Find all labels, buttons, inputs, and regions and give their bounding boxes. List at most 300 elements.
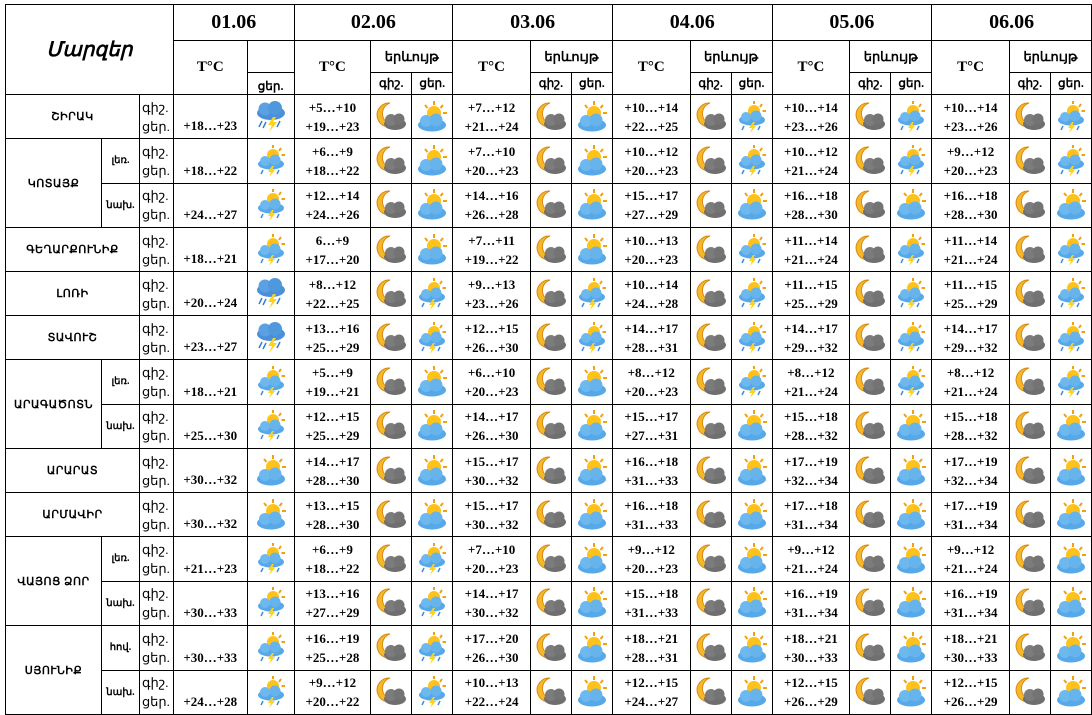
day-temp: +22…+25: [305, 295, 360, 311]
moon-cloud-icon: [1010, 675, 1050, 709]
thunderstorm-rain-icon: [248, 277, 294, 311]
sun-cloud-storm-icon: [891, 100, 931, 134]
night-label: գիշ.: [141, 409, 169, 425]
day-temp: +26…+29: [943, 694, 998, 710]
moon-cloud-icon: [1010, 277, 1050, 311]
night-temp: +16…+19: [943, 586, 998, 602]
sun-cloud-icon: [412, 188, 452, 222]
night-temp: +14…+17: [305, 453, 360, 469]
night-temp: +8…+12: [787, 364, 835, 380]
sun-cloud-icon: [732, 631, 772, 665]
night-temp: +8…+12: [627, 364, 675, 380]
day-temp: +27…+29: [624, 207, 679, 223]
sun-cloud-icon: [412, 409, 452, 443]
night-temp: +15…+17: [624, 188, 679, 204]
sun-cloud-storm-icon: [248, 233, 294, 267]
day-temp: +24…+27: [624, 694, 679, 710]
day-temp: +31…+33: [624, 472, 679, 488]
night-temp: +16…+18: [624, 497, 679, 513]
moon-cloud-icon: [1010, 409, 1050, 443]
moon-cloud-icon: [371, 144, 411, 178]
sun-cloud-icon: [1051, 454, 1091, 488]
night-temp: +12…+15: [624, 675, 679, 691]
day-temp: +29…+32: [943, 339, 998, 355]
day-temp: +28…+32: [783, 428, 838, 444]
night-temp: +10…+14: [624, 276, 679, 292]
day-temp: +28…+30: [943, 207, 998, 223]
day-temp: +20…+23: [464, 162, 519, 178]
night-label: գիշ.: [141, 586, 169, 602]
night-temp: +11…+15: [944, 276, 998, 292]
night-temp: +15…+17: [624, 409, 679, 425]
sun-cloud-storm-icon: [248, 542, 294, 576]
sun-cloud-storm-icon: [572, 277, 612, 311]
sun-cloud-icon: [248, 498, 294, 532]
region-name: ԼՈՌԻ: [6, 272, 140, 316]
temp-range: +21…+23: [173, 537, 247, 582]
region-subzone: նախ.: [106, 597, 135, 609]
night-temp: +15…+18: [624, 586, 679, 602]
sun-cloud-icon: [891, 586, 931, 620]
region-subzone: լեռ.: [102, 139, 139, 184]
night-temp: +15…+17: [464, 497, 519, 513]
sun-cloud-storm-icon: [732, 277, 772, 311]
temp-header: T°C: [932, 41, 1010, 95]
sun-cloud-icon: [572, 631, 612, 665]
day-temp: +23…+26: [783, 118, 838, 134]
moon-cloud-icon: [691, 631, 731, 665]
night-temp: +12…+15: [305, 409, 360, 425]
moon-cloud-icon: [1010, 631, 1050, 665]
sun-cloud-storm-icon: [572, 321, 612, 355]
sun-cloud-storm-icon: [891, 233, 931, 267]
night-temp: +17…+19: [943, 453, 998, 469]
table-row: [6, 537, 1092, 582]
sun-cloud-storm-icon: [1051, 144, 1091, 178]
moon-cloud-icon: [1010, 365, 1050, 399]
sun-cloud-storm-icon: [1051, 365, 1091, 399]
region-subzone: նախ.: [106, 199, 135, 211]
sun-cloud-icon: [412, 100, 452, 134]
day-subheader: ցեր.: [731, 73, 772, 95]
day-temp: +25…+29: [943, 295, 998, 311]
day-temp: +26…+30: [464, 649, 519, 665]
night-temp: +17…+19: [783, 453, 838, 469]
night-temp: +9…+13: [467, 276, 516, 292]
region-subzone: հով.: [102, 626, 139, 671]
night-temp: +16…+19: [305, 630, 360, 646]
day-temp: +31…+33: [624, 605, 679, 621]
night-label: գիշ.: [141, 320, 169, 336]
moon-cloud-icon: [371, 631, 411, 665]
date-header: 02.06: [294, 5, 453, 41]
sun-cloud-icon: [732, 454, 772, 488]
sun-cloud-icon: [891, 454, 931, 488]
day-temp: +23…+26: [464, 295, 519, 311]
night-temp: +10…+12: [783, 143, 838, 159]
sun-cloud-storm-icon: [732, 365, 772, 399]
sun-cloud-icon: [732, 675, 772, 709]
sun-cloud-icon: [891, 542, 931, 576]
night-temp: +14…+16: [464, 188, 519, 204]
region-cell: [6, 360, 140, 449]
sun-cloud-icon: [412, 498, 452, 532]
sun-cloud-storm-icon: [891, 365, 931, 399]
day-temp: +28…+30: [305, 472, 360, 488]
day-temp: +21…+24: [943, 560, 998, 576]
night-label: գիշ.: [141, 541, 169, 557]
phenomena-header: երևույթ: [1009, 41, 1091, 73]
night-temp: +9…+12: [946, 143, 995, 159]
region-name: ՇԻՐԱԿ: [6, 95, 140, 139]
moon-cloud-icon: [1010, 542, 1050, 576]
day-temp: +31…+34: [783, 605, 838, 621]
night-label: գիշ.: [141, 276, 169, 292]
sun-cloud-storm-icon: [248, 144, 294, 178]
sun-cloud-icon: [732, 542, 772, 576]
day-temp: +18…+22: [305, 162, 360, 178]
date-header: 01.06: [173, 5, 294, 41]
day-label: ցեր.: [141, 560, 170, 576]
table-row: [6, 670, 1092, 715]
sun-cloud-icon: [572, 100, 612, 134]
temp-range: +30…+33: [173, 581, 247, 626]
day-temp: +31…+34: [943, 605, 998, 621]
night-temp: +15…+18: [943, 409, 998, 425]
night-label: գիշ.: [141, 188, 169, 204]
day-temp: +31…+33: [624, 516, 679, 532]
region-subzone: լեռ.: [102, 537, 139, 582]
region-name: ԳԵՂԱՐՔՈՒՆԻՔ: [6, 228, 140, 272]
night-temp: 6…+9: [315, 232, 350, 248]
night-temp: +16…+19: [783, 586, 838, 602]
night-temp: +11…+14: [944, 232, 998, 248]
temp-header: T°C: [294, 41, 371, 95]
moon-cloud-icon: [531, 409, 571, 443]
sun-cloud-storm-icon: [891, 321, 931, 355]
night-temp: +14…+17: [624, 320, 679, 336]
sun-cloud-storm-icon: [248, 586, 294, 620]
table-row: [6, 581, 1092, 626]
night-temp: +6…+10: [467, 364, 516, 380]
moon-cloud-icon: [691, 542, 731, 576]
table-row: [6, 449, 1092, 493]
date-header: 06.06: [932, 5, 1092, 41]
sun-cloud-icon: [891, 498, 931, 532]
moon-cloud-icon: [371, 100, 411, 134]
temp-range: +24…+27: [173, 183, 247, 228]
temp-header: T°C: [453, 41, 531, 95]
day-temp: +30…+33: [943, 649, 998, 665]
sun-cloud-icon: [572, 233, 612, 267]
night-temp: +10…+14: [624, 99, 679, 115]
day-label: ցեր.: [141, 516, 170, 532]
moon-cloud-icon: [1010, 144, 1050, 178]
sun-cloud-storm-icon: [412, 321, 452, 355]
moon-cloud-icon: [850, 498, 890, 532]
night-temp: +13…+16: [305, 586, 360, 602]
sun-cloud-icon: [572, 586, 612, 620]
region-name: ՎԱՅՈՑ ՁՈՐ: [6, 537, 102, 625]
day-temp: +20…+23: [943, 162, 998, 178]
night-temp: +9…+12: [308, 675, 357, 691]
moon-cloud-icon: [531, 675, 571, 709]
phenomena-header: երևույթ: [371, 41, 453, 73]
day-subheader: ցեր.: [571, 73, 612, 95]
day-temp: +28…+30: [305, 516, 360, 532]
region-name: ԱՐԱԳԱԾՈՏՆ: [6, 360, 102, 448]
night-subheader: գիշ.: [690, 73, 731, 95]
night-temp: +12…+14: [305, 188, 360, 204]
moon-cloud-icon: [691, 454, 731, 488]
moon-cloud-icon: [531, 188, 571, 222]
day-label: ցեր.: [141, 207, 170, 223]
day-temp: +30…+32: [464, 605, 519, 621]
day-temp: +30…+32: [464, 516, 519, 532]
sun-cloud-icon: [412, 365, 452, 399]
night-temp: +5…+9: [312, 364, 353, 380]
moon-cloud-icon: [531, 277, 571, 311]
day-temp: +23…+26: [943, 118, 998, 134]
night-subheader: գիշ.: [530, 73, 571, 95]
moon-cloud-icon: [850, 188, 890, 222]
sun-cloud-icon: [1051, 631, 1091, 665]
sun-cloud-storm-icon: [412, 675, 452, 709]
temp-range: +25…+30: [173, 404, 247, 449]
night-temp: +8…+12: [308, 276, 357, 292]
moon-cloud-icon: [371, 233, 411, 267]
day-temp: +24…+26: [305, 207, 360, 223]
night-temp: +10…+12: [624, 143, 679, 159]
day-temp: +26…+30: [464, 428, 519, 444]
moon-cloud-icon: [691, 100, 731, 134]
temp-range: +18…+22: [173, 139, 247, 184]
night-temp: +10…+14: [943, 99, 998, 115]
sun-cloud-icon: [732, 188, 772, 222]
region-cell: [6, 537, 140, 626]
phenomena-header: երևույթ: [690, 41, 772, 73]
region-name: ՍՅՈՒՆԻՔ: [6, 626, 102, 714]
night-temp: +15…+18: [783, 409, 838, 425]
night-temp: +11…+14: [784, 232, 838, 248]
day-label: ցեր.: [141, 428, 170, 444]
table-row: [6, 272, 1092, 316]
moon-cloud-icon: [1010, 586, 1050, 620]
night-temp: +18…+21: [783, 630, 838, 646]
day-temp: +21…+24: [783, 162, 838, 178]
sun-cloud-storm-icon: [1051, 277, 1091, 311]
date-header: 04.06: [612, 5, 772, 41]
table-row: [6, 404, 1092, 449]
temp-range: +18…+21: [173, 360, 247, 405]
region-name: ՏԱՎՈՒՇ: [6, 316, 140, 360]
night-temp: +13…+16: [305, 320, 360, 336]
sun-cloud-icon: [1051, 675, 1091, 709]
table-row: [6, 183, 1092, 228]
day-temp: +31…+34: [783, 516, 838, 532]
day-subheader: ցեր.: [247, 73, 294, 95]
temp-range: +20…+24: [173, 272, 247, 316]
night-temp: +10…+14: [783, 99, 838, 115]
day-label: ցեր.: [141, 694, 170, 710]
moon-cloud-icon: [371, 277, 411, 311]
day-temp: +18…+22: [305, 560, 360, 576]
moon-cloud-icon: [1010, 233, 1050, 267]
moon-cloud-icon: [850, 233, 890, 267]
day-temp: +21…+24: [783, 383, 838, 399]
day-label: ցեր.: [141, 339, 170, 355]
sun-cloud-icon: [891, 188, 931, 222]
night-temp: +16…+18: [624, 453, 679, 469]
moon-cloud-icon: [371, 542, 411, 576]
day-temp: +21…+24: [783, 560, 838, 576]
sun-cloud-icon: [572, 409, 612, 443]
sun-cloud-icon: [412, 144, 452, 178]
night-temp: +18…+21: [943, 630, 998, 646]
day-subheader: ցեր.: [1050, 73, 1091, 95]
night-temp: +14…+17: [943, 320, 998, 336]
night-subheader: գիշ.: [1009, 73, 1050, 95]
moon-cloud-icon: [850, 631, 890, 665]
phenomena-header: [247, 41, 294, 73]
day-temp: +29…+32: [783, 339, 838, 355]
sun-cloud-storm-icon: [412, 586, 452, 620]
day-temp: +20…+23: [464, 383, 519, 399]
sun-cloud-icon: [1051, 586, 1091, 620]
moon-cloud-icon: [531, 454, 571, 488]
sun-cloud-icon: [732, 498, 772, 532]
day-temp: +19…+22: [464, 251, 519, 267]
day-temp: +25…+29: [783, 295, 838, 311]
region-cell: [6, 626, 140, 715]
day-temp: +28…+32: [943, 428, 998, 444]
day-label: ցեր.: [141, 383, 170, 399]
moon-cloud-icon: [691, 144, 731, 178]
day-temp: +20…+23: [624, 383, 679, 399]
day-temp: +30…+33: [783, 649, 838, 665]
table-row: [6, 95, 1092, 139]
day-temp: +20…+23: [624, 162, 679, 178]
night-temp: +6…+9: [312, 143, 353, 159]
moon-cloud-icon: [531, 321, 571, 355]
day-temp: +25…+28: [305, 649, 360, 665]
sun-cloud-icon: [572, 454, 612, 488]
sun-cloud-storm-icon: [412, 277, 452, 311]
sun-cloud-icon: [1051, 409, 1091, 443]
night-temp: +9…+12: [946, 541, 995, 557]
night-temp: +12…+15: [943, 675, 998, 691]
region-subzone: նախ.: [106, 420, 135, 432]
moon-cloud-icon: [531, 631, 571, 665]
moon-cloud-icon: [1010, 498, 1050, 532]
moon-cloud-icon: [691, 188, 731, 222]
day-temp: +31…+34: [943, 516, 998, 532]
moon-cloud-icon: [691, 321, 731, 355]
table-row: [6, 360, 1092, 405]
temp-range: +23…+27: [173, 316, 247, 360]
moon-cloud-icon: [531, 100, 571, 134]
day-label: ցեր.: [141, 295, 170, 311]
sun-cloud-icon: [572, 365, 612, 399]
moon-cloud-icon: [850, 100, 890, 134]
sun-cloud-storm-icon: [891, 277, 931, 311]
forecast-table: [5, 4, 1092, 715]
sun-cloud-icon: [572, 675, 612, 709]
temp-range: +18…+23: [173, 95, 247, 139]
moon-cloud-icon: [371, 498, 411, 532]
table-row: [6, 316, 1092, 360]
moon-cloud-icon: [691, 365, 731, 399]
moon-cloud-icon: [691, 586, 731, 620]
sun-cloud-storm-icon: [732, 233, 772, 267]
sun-cloud-storm-icon: [1051, 100, 1091, 134]
day-temp: +21…+24: [943, 383, 998, 399]
temp-range: +30…+32: [173, 493, 247, 537]
region-name: ԱՐԱՐԱՏ: [6, 449, 140, 493]
night-temp: +7…+10: [467, 143, 516, 159]
night-temp: +10…+13: [624, 232, 679, 248]
moon-cloud-icon: [371, 409, 411, 443]
sun-cloud-storm-icon: [248, 365, 294, 399]
day-label: ցեր.: [141, 649, 170, 665]
day-temp: +28…+31: [624, 649, 679, 665]
day-temp: +28…+31: [624, 339, 679, 355]
sun-cloud-icon: [572, 542, 612, 576]
night-temp: +13…+15: [305, 497, 360, 513]
moon-cloud-icon: [531, 233, 571, 267]
day-temp: +27…+29: [305, 605, 360, 621]
day-label: ցեր.: [141, 162, 170, 178]
sun-cloud-storm-icon: [412, 542, 452, 576]
sun-cloud-storm-icon: [891, 144, 931, 178]
region-subzone: լեռ.: [102, 360, 139, 405]
moon-cloud-icon: [691, 233, 731, 267]
sun-cloud-storm-icon: [732, 321, 772, 355]
moon-cloud-icon: [531, 365, 571, 399]
night-temp: +8…+12: [946, 364, 995, 380]
night-temp: +14…+17: [464, 409, 519, 425]
day-label: ցեր.: [141, 605, 170, 621]
sun-cloud-icon: [732, 409, 772, 443]
day-temp: +19…+21: [305, 383, 360, 399]
temp-range: +18…+21: [173, 228, 247, 272]
day-temp: +25…+29: [305, 339, 360, 355]
sun-cloud-icon: [1051, 498, 1091, 532]
moon-cloud-icon: [850, 586, 890, 620]
moon-cloud-icon: [691, 409, 731, 443]
sun-cloud-icon: [891, 409, 931, 443]
moon-cloud-icon: [371, 586, 411, 620]
day-temp: +27…+31: [624, 428, 679, 444]
night-label: գիշ.: [141, 675, 169, 691]
phenomena-header: երևույթ: [850, 41, 932, 73]
night-temp: +6…+9: [312, 541, 353, 557]
moon-cloud-icon: [850, 675, 890, 709]
night-temp: +18…+21: [624, 630, 679, 646]
sun-cloud-icon: [572, 188, 612, 222]
night-temp: +12…+15: [464, 320, 519, 336]
night-temp: +11…+15: [784, 276, 838, 292]
table-row: [6, 228, 1092, 272]
sun-cloud-icon: [572, 498, 612, 532]
moon-cloud-icon: [531, 586, 571, 620]
night-temp: +17…+19: [943, 497, 998, 513]
day-subheader: ցեր.: [891, 73, 932, 95]
night-label: գիշ.: [141, 630, 169, 646]
sun-cloud-icon: [412, 454, 452, 488]
temp-range: +30…+33: [173, 626, 247, 671]
day-temp: +20…+23: [624, 560, 679, 576]
